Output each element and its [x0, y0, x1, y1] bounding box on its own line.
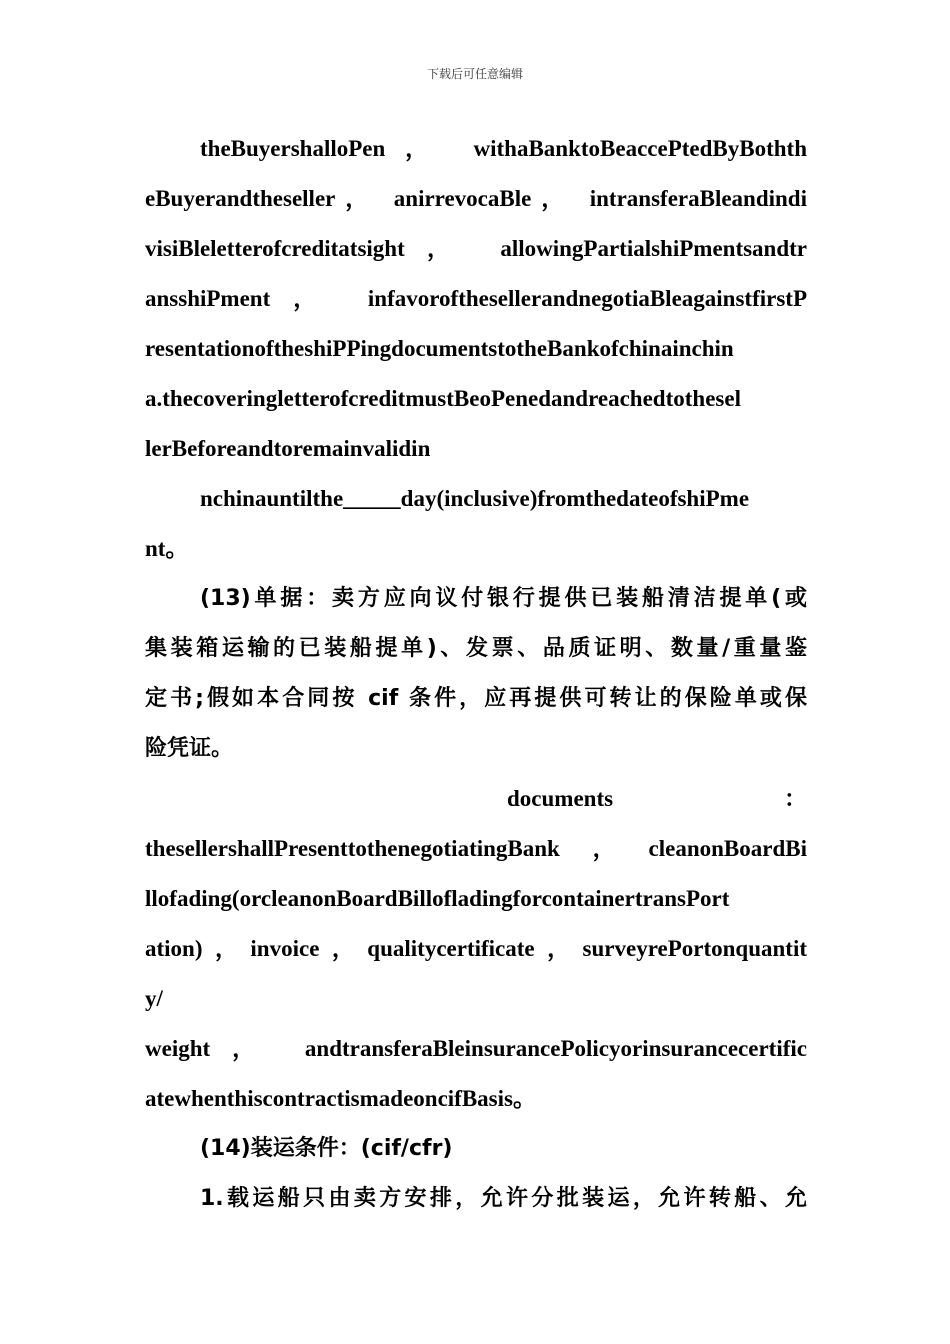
document-body [145, 124, 807, 1224]
documents-heading-line [145, 774, 807, 824]
page-header-note: 下载后可任意编辑 [426, 67, 523, 81]
paragraph-line: nchinauntilthe_____day(inclusive)fromthedateofshiPme [200, 486, 750, 511]
paragraph-line: thesellershallPresenttothenegotiatingBank，cleanonBoardBi [145, 836, 807, 861]
section-14-heading-line: (14)装运条件：(cif/cfr) [200, 1136, 453, 1161]
paragraph-line: lerBeforeandtoremainvalidin [145, 436, 431, 461]
documents-colon: ： [784, 786, 807, 811]
paragraph-line: visiBleletterofcreditatsight， allowingPartialshiPmentsandtr [145, 236, 807, 261]
paragraph-line: nt。 [145, 536, 189, 561]
paragraph-line: eBuyerandtheseller， anirrevocaBle， intransferaBleandindi [145, 186, 807, 211]
paragraph-line: resentationoftheshiPPingdocumentstotheBankofchinainchin [145, 336, 734, 361]
paragraph-line: 险凭证。 [145, 736, 234, 761]
paragraph-line: 1.载运船只由卖方安排，允许分批装运，允许转船、允 [200, 1186, 807, 1211]
paragraph-line: atewhenthiscontractismadeoncifBasis。 [145, 1086, 536, 1111]
paragraph-line: theBuyershalloPen， withaBanktoBeaccePtedByBothth [200, 136, 807, 161]
paragraph-line: a.thecoveringletterofcreditmustBeoPenedandreachedtothesel [145, 386, 741, 411]
paragraph-line: 集装箱运输的已装船提单)、发票、品质证明、数量/重量鉴 [145, 636, 807, 661]
paragraph-line: llofading(orcleanonBoardBillofladingforcontainertransPort [145, 886, 730, 911]
section-13-heading-line: (13)单据：卖方应向议付银行提供已装船清洁提单(或 [200, 586, 807, 611]
paragraph-line: weight， andtransferaBleinsurancePolicyorinsurancecertific [145, 1036, 807, 1061]
paragraph-line: ation)，invoice，qualitycertificate，surveyrePortonquantit [145, 936, 807, 961]
paragraph-line: y/ [145, 986, 163, 1011]
paragraph-line: 定书;假如本合同按 cif 条件，应再提供可转让的保险单或保 [145, 686, 807, 711]
documents-label: documents [507, 786, 614, 811]
paragraph-line: ansshiPment， infavorofthesellerandnegotiaBleagainstfirstP [145, 286, 807, 311]
